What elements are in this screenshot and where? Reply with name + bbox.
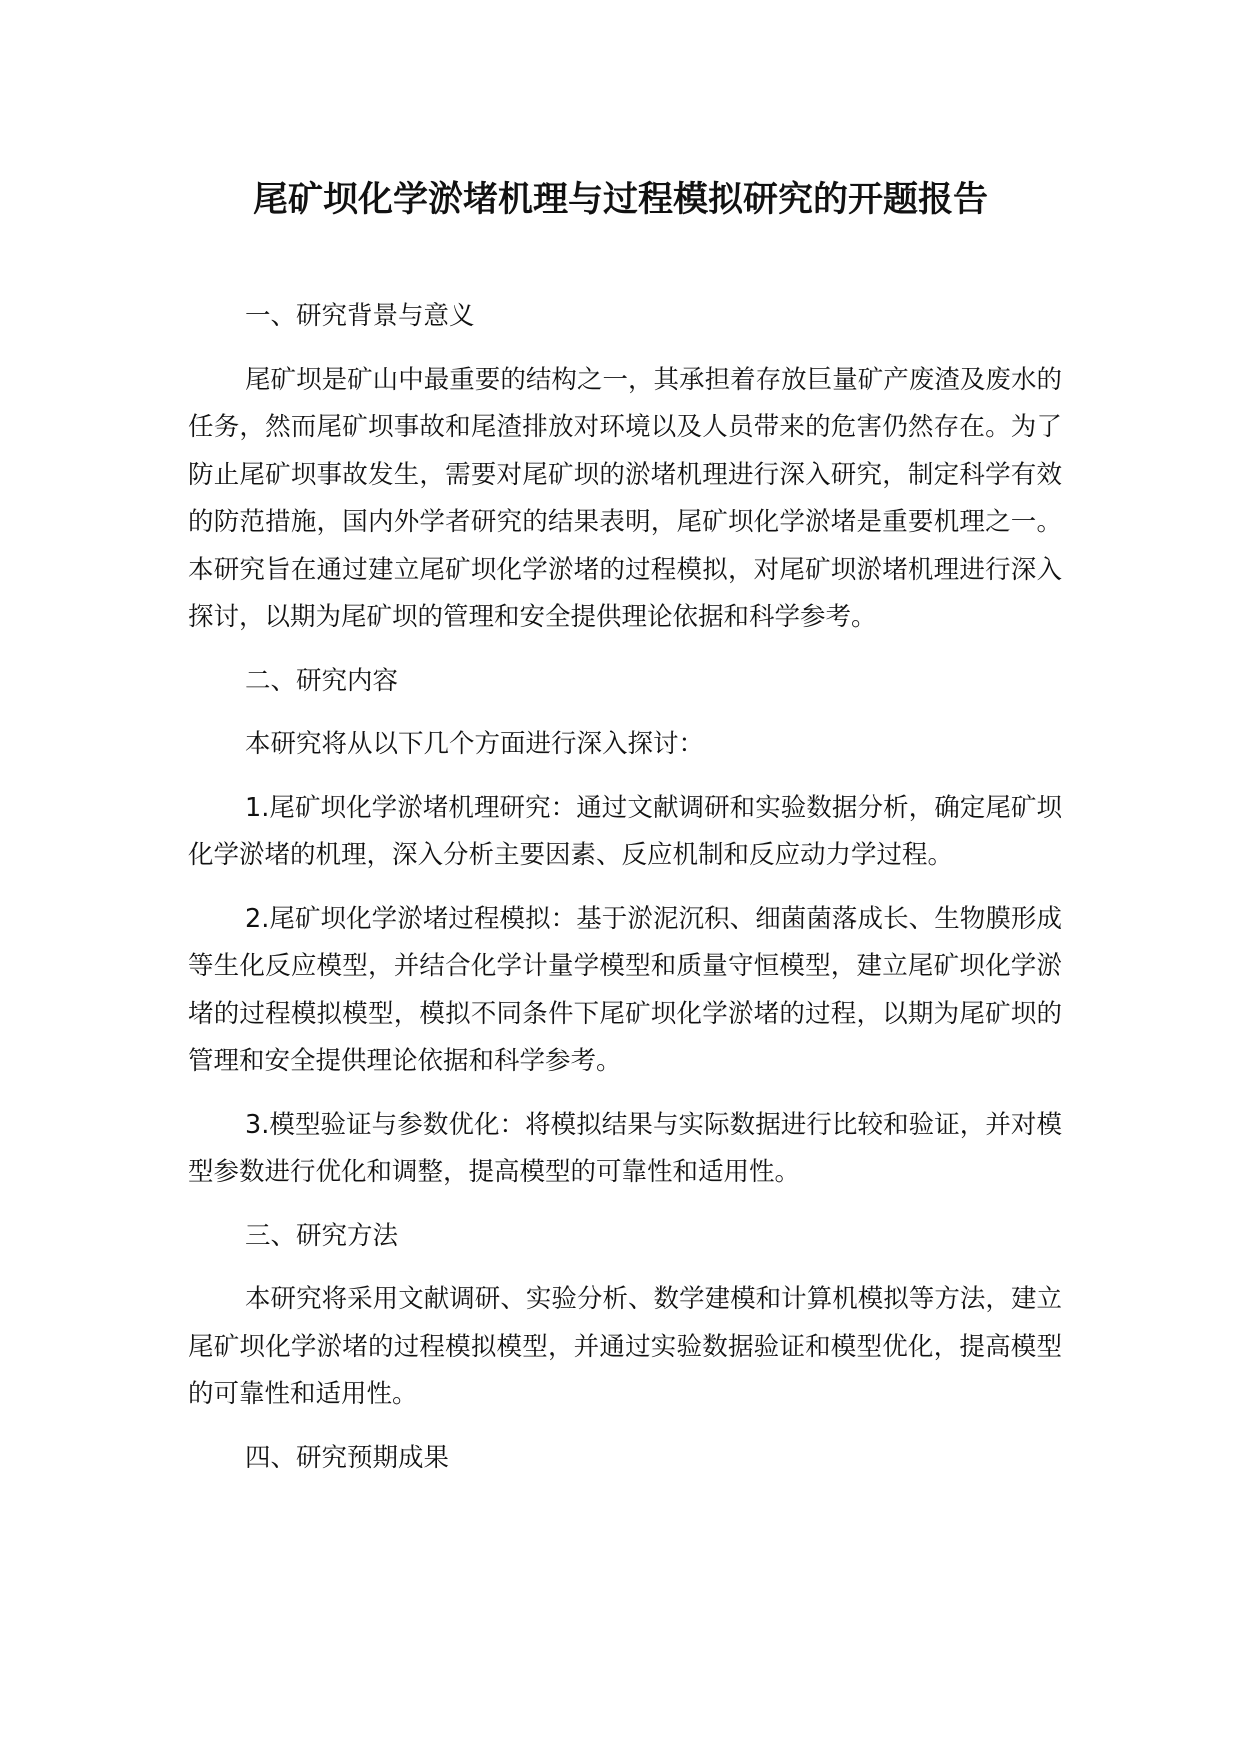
- list-item-simulation: 2.尾矿坝化学淤堵过程模拟：基于淤泥沉积、细菌菌落成长、生物膜形成等生化反应模型，并结合化学计量学模型和质量守恒模型，建立尾矿坝化学淤堵的过程模拟模型，模拟不同条件下尾矿坝化学淤堵的过程，以期为尾矿坝的管理和安全提供理论依据和科学参考。: [188, 903, 1062, 1076]
- document-body: [188, 293, 1062, 1498]
- paragraph-content-intro: 本研究将从以下几个方面进行深入探讨：: [245, 729, 705, 759]
- section-heading-outcomes: 四、研究预期成果: [245, 1442, 450, 1473]
- section-heading-methods: 三、研究方法: [245, 1220, 399, 1251]
- paragraph-methods: 本研究将采用文献调研、实验分析、数学建模和计算机模拟等方法，建立尾矿坝化学淤堵的过程模拟模型，并通过实验数据验证和模型优化，提高模型的可靠性和适用性。: [188, 1284, 1062, 1409]
- section-heading-background: 一、研究背景与意义: [245, 301, 475, 331]
- paragraph-background: 尾矿坝是矿山中最重要的结构之一，其承担着存放巨量矿产废渣及废水的任务，然而尾矿坝事故和尾渣排放对环境以及人员带来的危害仍然存在。为了防止尾矿坝事故发生，需要对尾矿坝的淤堵机理进行深入研究，制定科学有效的防范措施，国内外学者研究的结果表明，尾矿坝化学淤堵是重要机理之一。本研究旨在通过建立尾矿坝化学淤堵的过程模拟，对尾矿坝淤堵机理进行深入探讨，以期为尾矿坝的管理和安全提供理论依据和科学参考。: [188, 364, 1062, 632]
- list-item-validation: 3.模型验证与参数优化：将模拟结果与实际数据进行比较和验证，并对模型参数进行优化和调整，提高模型的可靠性和适用性。: [188, 1109, 1062, 1187]
- section-heading-content: 二、研究内容: [245, 665, 399, 696]
- document-title: 尾矿坝化学淤堵机理与过程模拟研究的开题报告: [252, 180, 988, 220]
- list-item-mechanism: 1.尾矿坝化学淤堵机理研究：通过文献调研和实验数据分析，确定尾矿坝化学淤堵的机理，深入分析主要因素、反应机制和反应动力学过程。: [188, 792, 1062, 870]
